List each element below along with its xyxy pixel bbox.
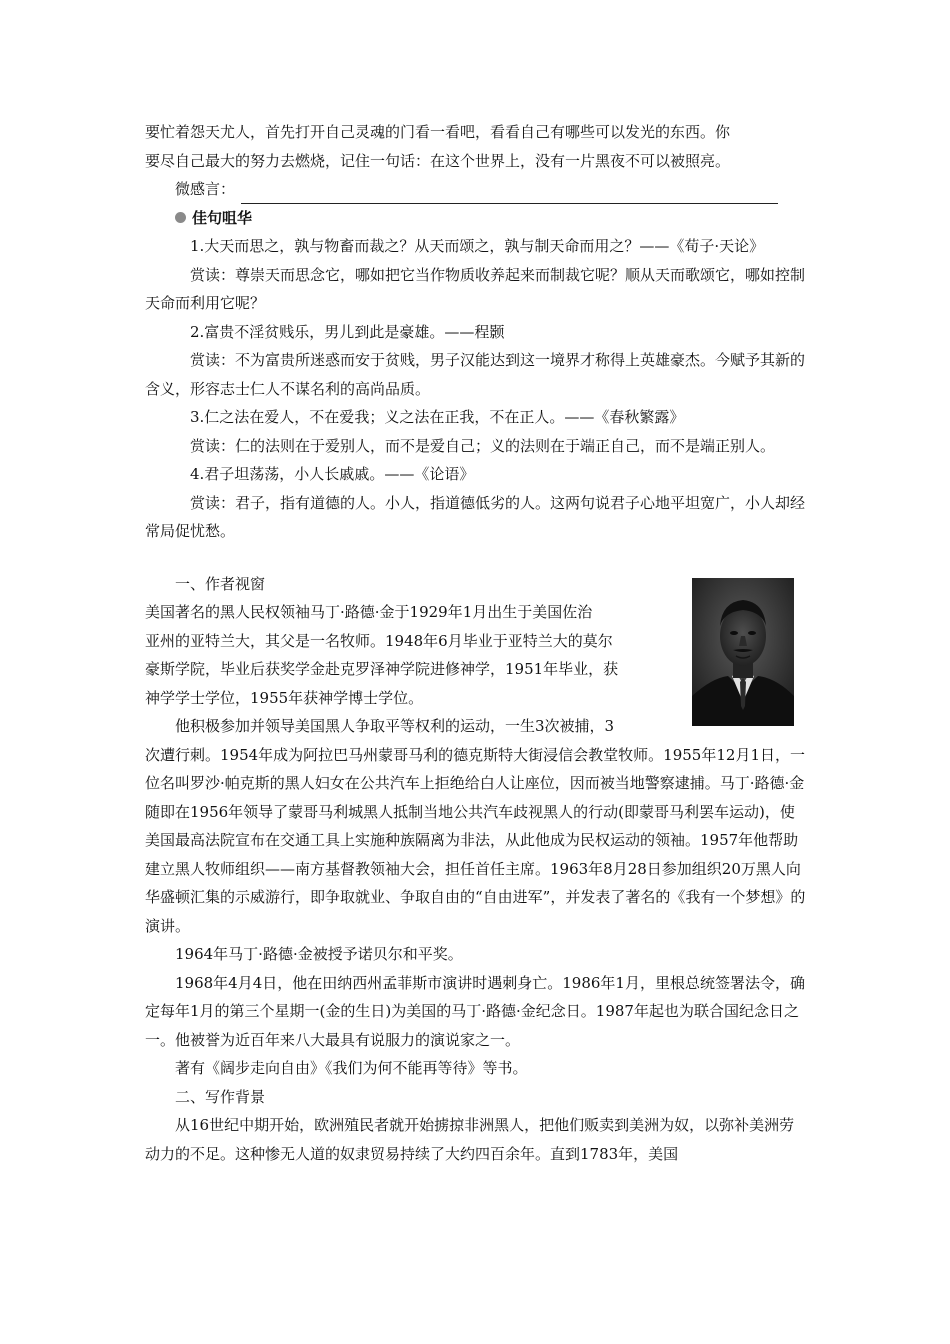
quote-2: 2.富贵不淫贫贱乐，男儿到此是豪雄。——程颢: [190, 322, 505, 341]
quote-1: 1.大天而思之，孰与物畜而裁之？从天而颂之，孰与制天命而用之？——《荀子·天论》: [190, 237, 765, 255]
quote-4-comment: 赏读：君子，指有道德的人。小人，指道德低劣的人。这两句说君子心地平坦宽广，小人却经常局促忧愁。: [145, 493, 806, 540]
section-spacer: [145, 546, 807, 570]
reflection-blank-line: [241, 185, 778, 204]
author-bio-line-3: 豪斯学院，毕业后获奖学金赴克罗泽神学院进修神学，1951年毕业，获: [145, 660, 619, 678]
intro-line-1: 要忙着怨天尤人，首先打开自己灵魂的门看一看吧，看看自己有哪些可以发光的东西。你: [145, 123, 731, 141]
reflection-label: 微感言：: [175, 180, 236, 198]
background-section-heading: 二、写作背景: [175, 1087, 266, 1106]
author-bio-line-2: 亚州的亚特兰大，其父是一名牧师。1948年6月毕业于亚特兰大的莫尔: [145, 631, 613, 650]
author-section: [145, 570, 807, 741]
author-paragraph-3: 1964年马丁·路德·金被授予诺贝尔和平奖。: [175, 945, 463, 963]
quotes-section-title: 佳句咀华: [192, 208, 253, 227]
reflection-row: [145, 175, 807, 204]
author-paragraph-2: 次遭行刺。1954年成为阿拉巴马州蒙哥马利的德克斯特大街浸信会教堂牧师。1955年12月1日，一位名叫罗沙·帕克斯的黑人妇女在公共汽车上拒绝给白人让座位，因而被当地警察逮捕。马丁·路德·金随即在1956年领导了蒙哥马利城黑人抵制当地公共汽车歧视黑人的行动(即蒙哥马利罢车运动)，使美国最高法院宣布在交通工具上实施种族隔离为非法，从此他成为民权运动的领袖。1957年他帮助建立黑人牧师组织——南方基督教领袖大会，担任首任主席。1963年8月28日参加组织20万黑人向华盛顿汇集的示威游行，即争取就业、争取自由的“自由进军”，并发表了著名的《我有一个梦想》的演讲。: [145, 745, 806, 935]
background-paragraph: 从16世纪中期开始，欧洲殖民者就开始掳掠非洲黑人，把他们贩卖到美洲为奴，以弥补美洲劳动力的不足。这种惨无人道的奴隶贸易持续了大约四百余年。直到1783年，美国: [145, 1116, 795, 1163]
portrait-image: [692, 578, 794, 726]
author-bio-line-4: 神学学士学位，1955年获神学博士学位。: [145, 688, 424, 707]
quote-1-comment: 赏读：尊崇天而思念它，哪如把它当作物质收养起来而制裁它呢？顺从天而歌颂它，哪如控制天命而利用它呢？: [145, 265, 806, 312]
intro-line-2: 要尽自己最大的努力去燃烧，记住一句话：在这个世界上，没有一片黑夜不可以被照亮。: [145, 151, 731, 170]
author-bio-line-5: 他积极参加并领导美国黑人争取平等权利的运动，一生3次被捕，3: [175, 717, 615, 735]
author-portrait-photo: [692, 578, 794, 726]
author-paragraph-5: 著有《阔步走向自由》《我们为何不能再等待》等书。: [175, 1059, 528, 1077]
author-paragraph-4: 1968年4月4日，他在田纳西州孟菲斯市演讲时遇刺身亡。1986年1月，里根总统签署法令，确定每年1月的第三个星期一(金的生日)为美国的马丁·路德·金纪念日。1987年起也为联合国纪念日之一。他被誉为近百年来八大最具有说服力的演说家之一。: [145, 973, 805, 1049]
quote-3: 3.仁之法在爱人，不在爱我；义之法在正我，不在正人。——《春秋繁露》: [190, 408, 685, 426]
quote-4: 4.君子坦荡荡，小人长戚戚。——《论语》: [190, 465, 475, 483]
author-section-heading: 一、作者视窗: [175, 574, 266, 593]
quote-3-comment: 赏读：仁的法则在于爱别人，而不是爱自己；义的法则在于端正自己，而不是端正别人。: [190, 436, 776, 455]
quotes-section-heading: [145, 204, 807, 233]
quote-2-comment: 赏读：不为富贵所迷惑而安于贫贱，男子汉能达到这一境界才称得上英雄豪杰。今赋予其新的含义，形容志士仁人不谋名利的高尚品质。: [145, 351, 806, 398]
author-bio-line-1: 美国著名的黑人民权领袖马丁·路德·金于1929年1月出生于美国佐治: [145, 603, 593, 621]
bullet-dot-icon: [175, 212, 186, 223]
document-page: [145, 118, 807, 1168]
